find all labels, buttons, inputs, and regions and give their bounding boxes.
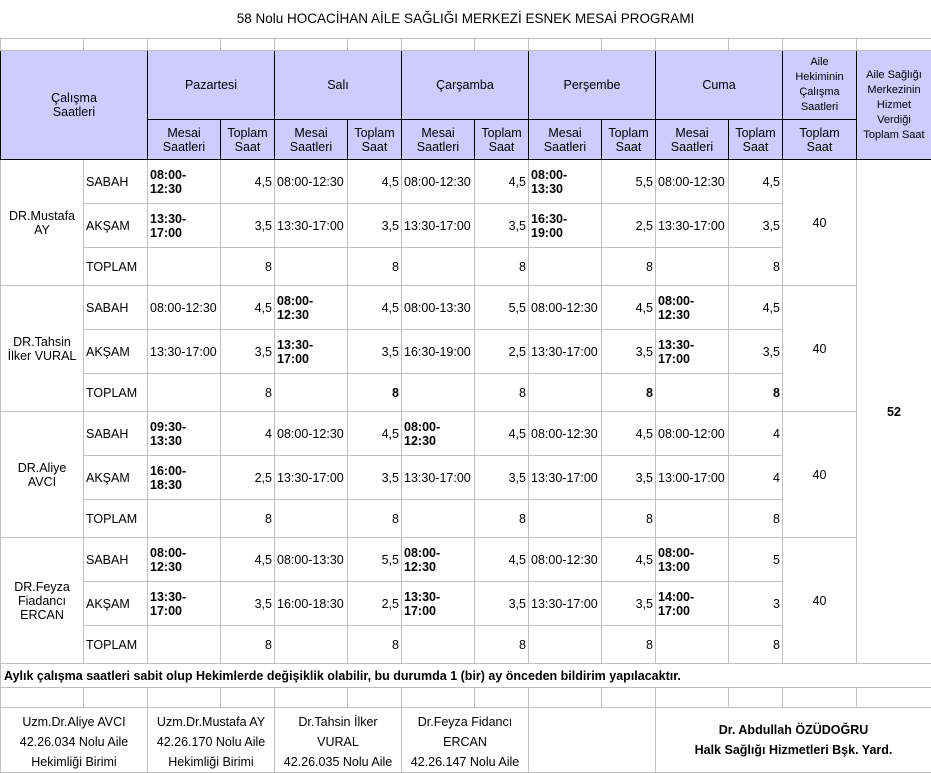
shift-hours: 8: [348, 626, 402, 664]
shift-time: 16:00-18:30: [275, 582, 348, 626]
shift-hours: 3,5: [602, 456, 656, 500]
signature-block: [148, 708, 275, 773]
shift-time: [402, 626, 475, 664]
shift-time: 16:00-18:30: [148, 456, 221, 500]
doctor-weekly-total: 40: [783, 160, 857, 286]
shift-time: 13:30-17:00: [275, 330, 348, 374]
shift-label: TOPLAM: [84, 248, 148, 286]
shift-label: TOPLAM: [84, 500, 148, 538]
signature-line: 42.26.034 Nolu Aile: [3, 732, 145, 752]
shift-hours: 8: [602, 626, 656, 664]
toplam-header: Toplam Saat: [602, 120, 656, 160]
shift-time: 13:30-17:00: [402, 582, 475, 626]
empty-cell: [475, 688, 529, 708]
signature-line: Dr.Tahsin İlker: [277, 712, 399, 732]
shift-hours: 4,5: [475, 412, 529, 456]
shift-hours: 8: [348, 374, 402, 412]
shift-hours: 2,5: [221, 456, 275, 500]
shift-label: AKŞAM: [84, 582, 148, 626]
aile-hekim-header: Aile Hekiminin Çalışma Saatleri: [783, 51, 857, 120]
shift-hours: 3,5: [475, 456, 529, 500]
aile-hekim-sub-header: Toplam Saat: [783, 120, 857, 160]
empty-cell: [84, 688, 148, 708]
shift-time: 13:30-17:00: [148, 330, 221, 374]
shift-time: 08:00-12:30: [656, 286, 729, 330]
shift-time: [656, 626, 729, 664]
shift-time: [656, 248, 729, 286]
shift-time: 16:30-19:00: [529, 204, 602, 248]
shift-hours: 5,5: [602, 160, 656, 204]
shift-time: [402, 500, 475, 538]
empty-cell: [656, 688, 729, 708]
shift-time: 08:00-12:30: [275, 160, 348, 204]
shift-hours: 8: [729, 374, 783, 412]
shift-hours: 8: [602, 374, 656, 412]
shift-time: [656, 500, 729, 538]
asm-total-header: Aile Sağlığı Merkezinin Hizmet Verdiği Toplam Saat: [857, 51, 931, 160]
shift-time: 13:30-17:00: [529, 456, 602, 500]
shift-hours: 4: [729, 412, 783, 456]
toplam-header: Toplam Saat: [221, 120, 275, 160]
signature-block: [402, 708, 529, 773]
empty-cell: [148, 688, 221, 708]
shift-time: 13:00-17:00: [656, 456, 729, 500]
shift-hours: 3,5: [348, 330, 402, 374]
approver-name: Dr. Abdullah ÖZÜDOĞRU: [658, 720, 929, 740]
signature-line: 42.26.170 Nolu Aile: [150, 732, 272, 752]
shift-label: TOPLAM: [84, 626, 148, 664]
doctor-name: DR.Mustafa AY: [1, 160, 84, 286]
shift-time: 08:00-12:30: [148, 160, 221, 204]
shift-time: 08:00-12:30: [402, 538, 475, 582]
doctor-name: DR.Aliye AVCI: [1, 412, 84, 538]
approver-title: Halk Sağlığı Hizmetleri Bşk. Yard.: [658, 740, 929, 760]
shift-hours: 8: [475, 626, 529, 664]
schedule-row: [1, 160, 931, 204]
mesai-header: Mesai Saatleri: [148, 120, 221, 160]
shift-hours: 4,5: [602, 538, 656, 582]
shift-time: 09:30-13:30: [148, 412, 221, 456]
shift-time: 13:30-17:00: [656, 204, 729, 248]
shift-hours: 3,5: [221, 582, 275, 626]
shift-hours: 5,5: [475, 286, 529, 330]
shift-hours: 8: [729, 626, 783, 664]
shift-hours: 4,5: [221, 286, 275, 330]
shift-hours: 8: [221, 500, 275, 538]
footnote: Aylık çalışma saatleri sabit olup Hekimlerde değişiklik olabilir, bu durumda 1 (bir) ay önceden bildirim yapılacaktır.: [1, 664, 931, 688]
signature-line: Hekimliği Birimi: [150, 752, 272, 772]
empty-cell: [1, 688, 84, 708]
empty-cell: [783, 688, 857, 708]
spacer-row: [1, 688, 931, 708]
shift-time: [656, 374, 729, 412]
mesai-header: Mesai Saatleri: [656, 120, 729, 160]
shift-hours: 3,5: [475, 582, 529, 626]
shift-time: 08:00-13:30: [402, 286, 475, 330]
day-header: Pazartesi: [148, 51, 275, 120]
shift-time: 08:00-13:00: [656, 538, 729, 582]
shift-time: 13:30-17:00: [148, 204, 221, 248]
toplam-header: Toplam Saat: [729, 120, 783, 160]
shift-time: 08:00-12:30: [656, 160, 729, 204]
shift-hours: 8: [729, 500, 783, 538]
signature-line: Uzm.Dr.Aliye AVCI: [3, 712, 145, 732]
shift-hours: 8: [221, 248, 275, 286]
shift-time: [275, 374, 348, 412]
shift-hours: 2,5: [602, 204, 656, 248]
shift-label: TOPLAM: [84, 374, 148, 412]
shift-time: 08:00-12:30: [402, 160, 475, 204]
shift-time: [148, 626, 221, 664]
shift-hours: 8: [221, 626, 275, 664]
empty-cell: [348, 688, 402, 708]
mesai-header: Mesai Saatleri: [275, 120, 348, 160]
shift-hours: 3,5: [221, 204, 275, 248]
day-header: Cuma: [656, 51, 783, 120]
shift-time: 08:00-12:30: [402, 412, 475, 456]
shift-hours: 5: [729, 538, 783, 582]
shift-hours: 3: [729, 582, 783, 626]
shift-time: 08:00-12:30: [529, 538, 602, 582]
shift-hours: 4,5: [729, 286, 783, 330]
shift-hours: 8: [348, 248, 402, 286]
shift-time: [148, 500, 221, 538]
shift-time: [529, 248, 602, 286]
shift-time: 08:00-12:30: [275, 412, 348, 456]
day-header: Perşembe: [529, 51, 656, 120]
shift-time: [275, 626, 348, 664]
shift-time: 13:30-17:00: [402, 456, 475, 500]
doctor-weekly-total: 40: [783, 412, 857, 538]
signature-block: [1, 708, 148, 773]
doctor-name: DR.Tahsin İlker VURAL: [1, 286, 84, 412]
shift-time: [148, 248, 221, 286]
shift-time: [529, 374, 602, 412]
asm-total-hours: 52: [857, 160, 931, 664]
note-row: [1, 664, 931, 688]
shift-hours: 3,5: [602, 330, 656, 374]
shift-hours: 3,5: [602, 582, 656, 626]
shift-hours: 8: [602, 500, 656, 538]
shift-hours: 8: [602, 248, 656, 286]
shift-hours: 8: [475, 500, 529, 538]
shift-time: [148, 374, 221, 412]
calisma-saatleri-header: Çalışma Saatleri: [1, 51, 148, 160]
empty-cell: [529, 708, 656, 773]
signature-line: 42.26.147 Nolu Aile: [404, 752, 526, 772]
approver-block: [656, 708, 931, 773]
day-header: Çarşamba: [402, 51, 529, 120]
empty-cell: [221, 688, 275, 708]
shift-hours: 3,5: [348, 456, 402, 500]
shift-hours: 4,5: [221, 160, 275, 204]
shift-time: 08:00-13:30: [275, 538, 348, 582]
signature-line: 42.26.035 Nolu Aile: [277, 752, 399, 772]
shift-hours: 2,5: [475, 330, 529, 374]
shift-time: [529, 500, 602, 538]
signature-line: Hekimliği Birimi: [3, 752, 145, 772]
shift-time: 13:30-17:00: [529, 330, 602, 374]
shift-hours: 4,5: [729, 160, 783, 204]
shift-hours: 8: [475, 374, 529, 412]
shift-time: [402, 374, 475, 412]
shift-hours: 3,5: [475, 204, 529, 248]
shift-hours: 4,5: [348, 160, 402, 204]
signature-line: Uzm.Dr.Mustafa AY: [150, 712, 272, 732]
shift-hours: 2,5: [348, 582, 402, 626]
shift-time: 08:00-12:30: [148, 286, 221, 330]
shift-hours: 4: [729, 456, 783, 500]
shift-label: SABAH: [84, 412, 148, 456]
empty-cell: [729, 688, 783, 708]
shift-time: [529, 626, 602, 664]
signature-block: [275, 708, 402, 773]
page-title: 58 Nolu HOCACİHAN AİLE SAĞLIĞI MERKEZİ ESNEK MESAİ PROGRAMI: [0, 0, 931, 38]
empty-cell: [602, 688, 656, 708]
shift-label: AKŞAM: [84, 456, 148, 500]
shift-time: 08:00-13:30: [529, 160, 602, 204]
shift-time: 13:30-17:00: [148, 582, 221, 626]
shift-time: [275, 500, 348, 538]
day-header: Salı: [275, 51, 402, 120]
shift-label: SABAH: [84, 538, 148, 582]
signature-line: VURAL: [277, 732, 399, 752]
shift-hours: 3,5: [729, 330, 783, 374]
spacer-row: [1, 39, 931, 51]
empty-cell: [402, 688, 475, 708]
shift-hours: 4,5: [348, 412, 402, 456]
shift-hours: 4,5: [475, 538, 529, 582]
shift-hours: 8: [729, 248, 783, 286]
shift-time: 08:00-12:30: [148, 538, 221, 582]
schedule-row: [1, 412, 931, 456]
shift-time: [402, 248, 475, 286]
toplam-header: Toplam Saat: [475, 120, 529, 160]
shift-time: 13:30-17:00: [275, 204, 348, 248]
shift-time: 13:30-17:00: [402, 204, 475, 248]
shift-hours: 4,5: [602, 412, 656, 456]
mesai-header: Mesai Saatleri: [529, 120, 602, 160]
shift-time: 13:30-17:00: [656, 330, 729, 374]
shift-hours: 5,5: [348, 538, 402, 582]
shift-hours: 3,5: [221, 330, 275, 374]
schedule-row: [1, 538, 931, 582]
shift-label: SABAH: [84, 286, 148, 330]
shift-hours: 4,5: [221, 538, 275, 582]
shift-hours: 3,5: [729, 204, 783, 248]
shift-time: [275, 248, 348, 286]
shift-hours: 8: [221, 374, 275, 412]
shift-time: 13:30-17:00: [275, 456, 348, 500]
shift-time: 08:00-12:00: [656, 412, 729, 456]
empty-cell: [857, 688, 931, 708]
shift-label: AKŞAM: [84, 204, 148, 248]
empty-cell: [529, 688, 602, 708]
mesai-header: Mesai Saatleri: [402, 120, 475, 160]
shift-time: 14:00-17:00: [656, 582, 729, 626]
schedule-body: [1, 39, 931, 773]
shift-time: 08:00-12:30: [529, 286, 602, 330]
shift-time: 13:30-17:00: [529, 582, 602, 626]
shift-time: 16:30-19:00: [402, 330, 475, 374]
shift-hours: 8: [348, 500, 402, 538]
shift-time: 08:00-12:30: [275, 286, 348, 330]
shift-hours: 4: [221, 412, 275, 456]
schedule-row: [1, 286, 931, 330]
shift-label: AKŞAM: [84, 330, 148, 374]
signature-line: ERCAN: [404, 732, 526, 752]
doctor-name: DR.Feyza Fiadancı ERCAN: [1, 538, 84, 664]
shift-hours: 4,5: [475, 160, 529, 204]
shift-hours: 3,5: [348, 204, 402, 248]
doctor-weekly-total: 40: [783, 538, 857, 664]
empty-cell: [275, 688, 348, 708]
doctor-weekly-total: 40: [783, 286, 857, 412]
signature-line: Dr.Feyza Fidancı: [404, 712, 526, 732]
signature-row: [1, 708, 931, 773]
shift-hours: 4,5: [348, 286, 402, 330]
shift-time: 08:00-12:30: [529, 412, 602, 456]
shift-hours: 4,5: [602, 286, 656, 330]
toplam-header: Toplam Saat: [348, 120, 402, 160]
shift-label: SABAH: [84, 160, 148, 204]
shift-hours: 8: [475, 248, 529, 286]
schedule-table: [0, 38, 931, 773]
header-row-top: [1, 51, 931, 120]
